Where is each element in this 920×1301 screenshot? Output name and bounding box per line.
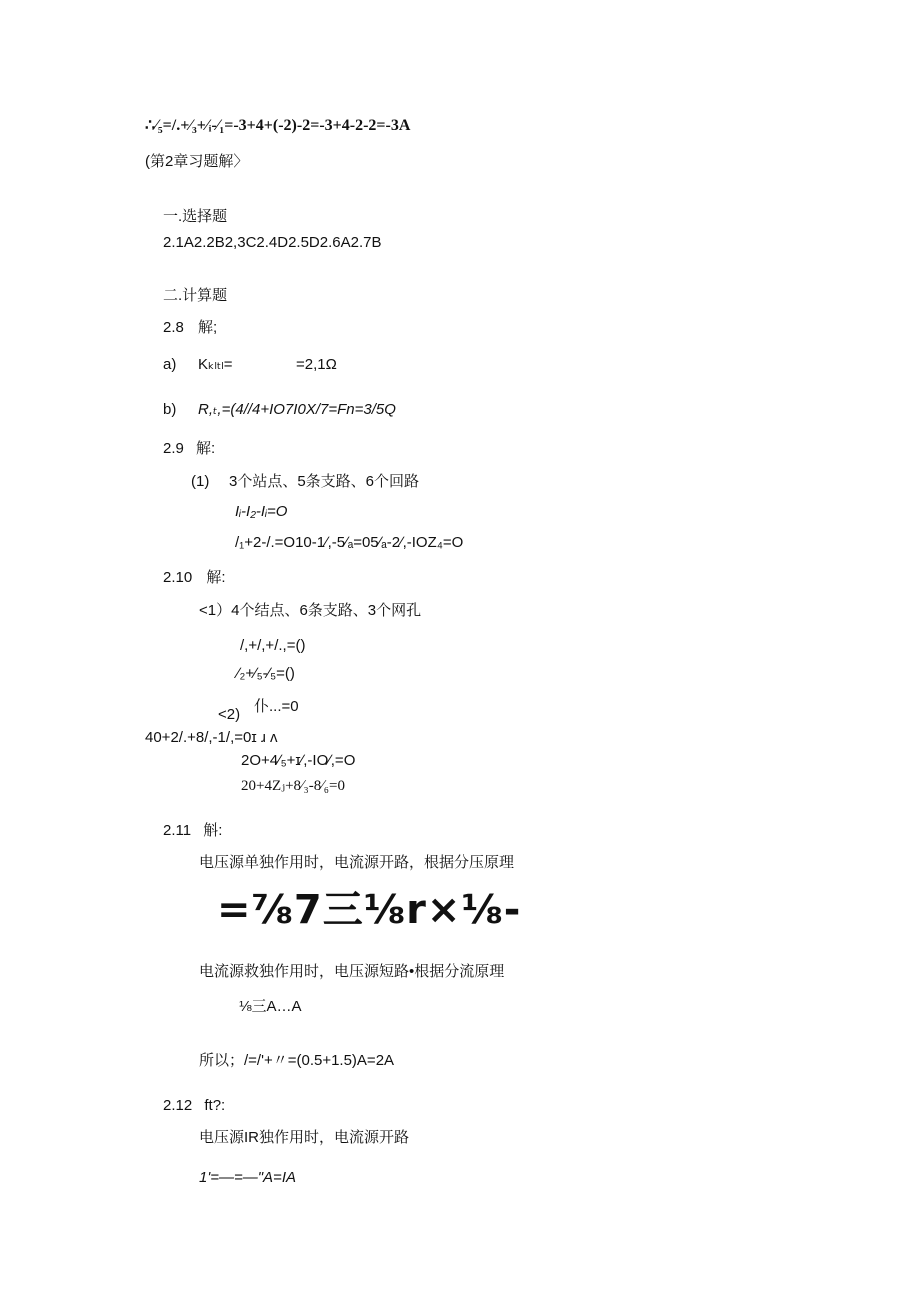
equation: 20+4Zⱼ+8∕₃-8∕₆=0 <box>241 778 345 794</box>
section2-title: 二.计算题 <box>163 287 228 304</box>
problem-2-10-part1: <1）4个结点、6条支路、3个网孔 <box>199 602 422 619</box>
equation: ∕₂+∕₅-∕₅=() <box>237 665 295 682</box>
problem-number: 2.11 <box>163 822 192 839</box>
section1-answers: 2.1A2.2B2,3C2.4D2.5D2.6A2.7B <box>163 234 382 251</box>
equation-rhs: =2,1Ω <box>296 356 337 373</box>
problem-2-9-heading <box>163 439 215 459</box>
part-label: (1) <box>191 473 210 490</box>
problem-number: 2.8 <box>163 319 184 336</box>
problem-2-9-part1 <box>191 472 420 492</box>
paragraph: 电流源救独作用时，电压源短路•根据分流原理 <box>199 963 505 980</box>
equation: /₁+2-/.=O10-1∕,-5∕ₐ=05∕ₐ-2∕,-IOZ₄=O <box>235 534 464 551</box>
problem-2-12-heading <box>163 1096 225 1116</box>
problem-2-8-heading <box>163 318 217 338</box>
paragraph: 电压源单独作用时，电流源开路，根据分压原理 <box>199 854 515 871</box>
equation: 1'=—=—"A=IA <box>199 1169 296 1186</box>
problem-2-8-a <box>163 355 337 375</box>
chapter-title: (第2章习题解〉 <box>145 153 249 170</box>
header-equation: ∴∕₅=/.+∕₃+∕ᵢ-∕₁=-3+4+(-2)-2=-3+4-2-2=-3A <box>145 117 411 134</box>
equation: ⅛三A…A <box>239 998 302 1015</box>
result-line: 所以；/=/'+〃=(0.5+1.5)A=2A <box>199 1052 395 1069</box>
large-equation: =⅞7三⅛r×⅛- <box>217 887 522 933</box>
problem-solution-label: 解: <box>206 569 226 586</box>
problem-number: 2.10 <box>163 569 193 586</box>
part-label: a) <box>163 356 177 373</box>
equation: 2O+4∕₅+ɪ∕,-IO∕,=O <box>241 752 356 769</box>
equation: 仆...=0 <box>254 698 299 715</box>
problem-solution-label: ft?: <box>204 1097 226 1114</box>
problem-number: 2.12 <box>163 1097 193 1114</box>
part-label: <2) <box>218 706 241 723</box>
equation: Iᵢ-I₂-Iᵢ=O <box>235 503 288 520</box>
part-label: b) <box>163 401 177 418</box>
paragraph: 电压源IR独作用时，电流源开路 <box>199 1129 410 1146</box>
problem-solution-label: 斛: <box>203 822 223 839</box>
problem-solution-label: 解; <box>198 319 218 336</box>
equation: 40+2/.+8/,-1/,=0ɪ ɹ ʌ <box>145 729 278 746</box>
equation: /,+/,+/.,=() <box>240 637 306 654</box>
problem-number: 2.9 <box>163 440 184 457</box>
problem-solution-label: 解: <box>196 440 216 457</box>
equation-lhs: Kₖₗₜₗ= <box>198 356 233 373</box>
problem-2-8-b <box>163 400 396 420</box>
part-text: 3个站点、5条支路、6个回路 <box>229 473 420 490</box>
section1-title: 一.选择题 <box>163 208 228 225</box>
problem-2-11-heading <box>163 821 222 841</box>
equation: R,ₜ,=(4//4+IO7I0X/7=Fn=3/5Q <box>198 401 396 418</box>
problem-2-10-heading <box>163 568 226 588</box>
